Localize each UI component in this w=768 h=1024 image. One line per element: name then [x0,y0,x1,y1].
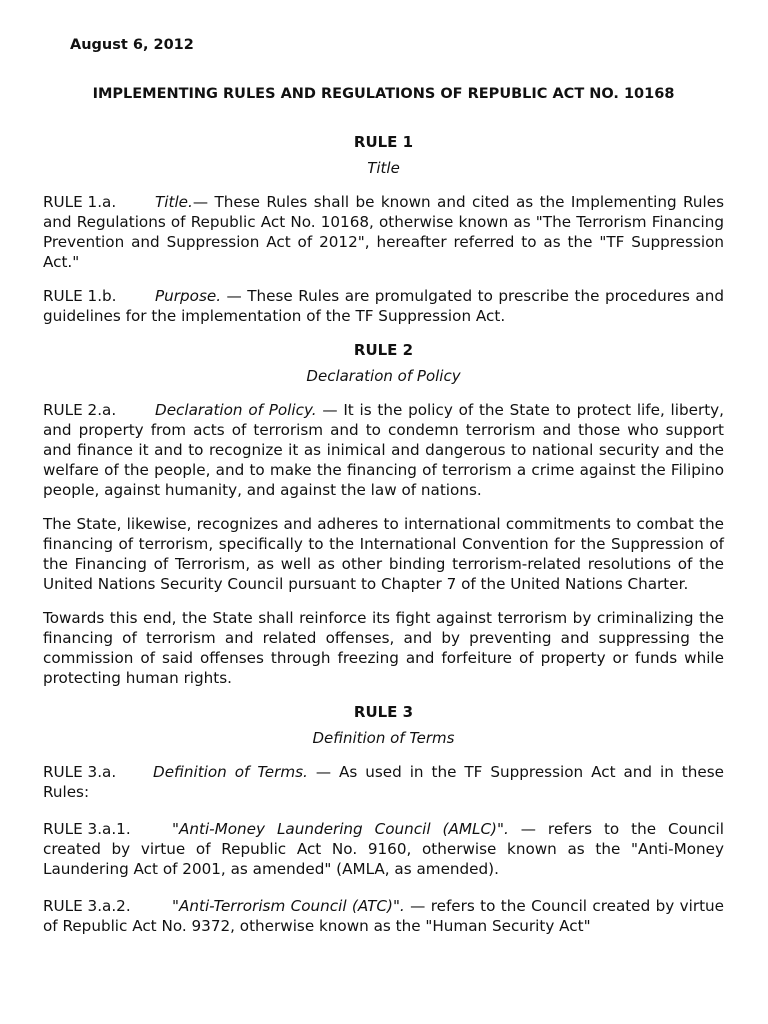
rule-3-heading: RULE 3 [353,703,414,721]
rule-3a2-term: "Anti-Terrorism Council (ATC)". [172,897,405,915]
rule-1b-number: RULE 1.b. [43,287,117,305]
rule-1b-text: — These Rules are promulgated to prescribe the procedures and guidelines for the implementation of the TF Suppression Act. [43,287,724,325]
rule-2-heading: RULE 2 [353,341,414,359]
rule-3a-text: — As used in the TF Suppression Act and in these Rules: [43,763,724,801]
rule-3a2-number: RULE 3.a.2. [43,897,131,915]
rule-1-heading: RULE 1 [353,133,414,151]
rule-2-paragraph-2: The State, likewise, recognizes and adheres to international commitments to combat the financing of terrorism, specifically to the International Convention for the Suppression of the Financing of Terrorism, as well as other binding terrorism-related resolutions of the United Nations Security Council pursuant to Chapter 7 of the United Nations Charter. [43,515,724,593]
rule-2a-term: Declaration of Policy. [155,401,317,419]
rule-1b-term: Purpose. [155,287,222,305]
document-date: August 6, 2012 [70,37,194,53]
rule-3a-term: Definition of Terms. [153,763,308,781]
rule-3a-paragraph [43,762,724,802]
rule-3a2-text: — refers to the Council created by virtue of Republic Act No. 9372, otherwise known as the "Human Security Act" [43,897,725,935]
rule-2a-paragraph [43,400,724,500]
rule-3a-number: RULE 3.a. [43,763,117,781]
rule-2a-text: — It is the policy of the State to protect life, liberty, and property from acts of terrorism and to condemn terrorism and those who support and finance it and to recognize it as inimical and dangerous to national security and the welfare of the people, and to make the financing of terrorism a crime against the Filipino people, against humanity, and against the law of nations. [43,401,724,499]
rule-1a-text: — These Rules shall be known and cited as the Implementing Rules and Regulations of Republic Act No. 10168, otherwise known as "The Terrorism Financing Prevention and Suppression Act of 2012", hereafter referred to as the "TF Suppression Act." [43,193,724,271]
rule-3a1-paragraph [43,819,724,879]
rule-1-subheading: Title [367,159,400,177]
rule-3-subheading: Definition of Terms [312,729,455,747]
rule-1a-term: Title. [155,193,193,211]
rule-1a-number: RULE 1.a. [43,193,117,211]
rule-1b-paragraph [43,286,724,326]
rule-2-subheading: Declaration of Policy [306,367,461,385]
rule-3a2-paragraph [43,896,724,936]
rule-2a-number: RULE 2.a. [43,401,117,419]
rule-1a-paragraph [43,192,724,272]
rule-2-paragraph-3: Towards this end, the State shall reinforce its fight against terrorism by criminalizing the financing of terrorism and related offenses, and by preventing and suppressing the commission of said offenses through freezing and forfeiture of property or funds while protecting human rights. [43,609,724,687]
rule-3a1-number: RULE 3.a.1. [43,820,131,838]
rule-3a1-text: — refers to the Council created by virtue of Republic Act No. 9160, otherwise known as the "Anti-Money Laundering Act of 2001, as amended" (AMLA, as amended). [43,820,724,878]
document-title: IMPLEMENTING RULES AND REGULATIONS OF REPUBLIC ACT NO. 10168 [92,86,675,102]
document-page [43,35,724,950]
rule-3a1-term: "Anti-Money Laundering Council (AMLC)". [172,820,509,838]
